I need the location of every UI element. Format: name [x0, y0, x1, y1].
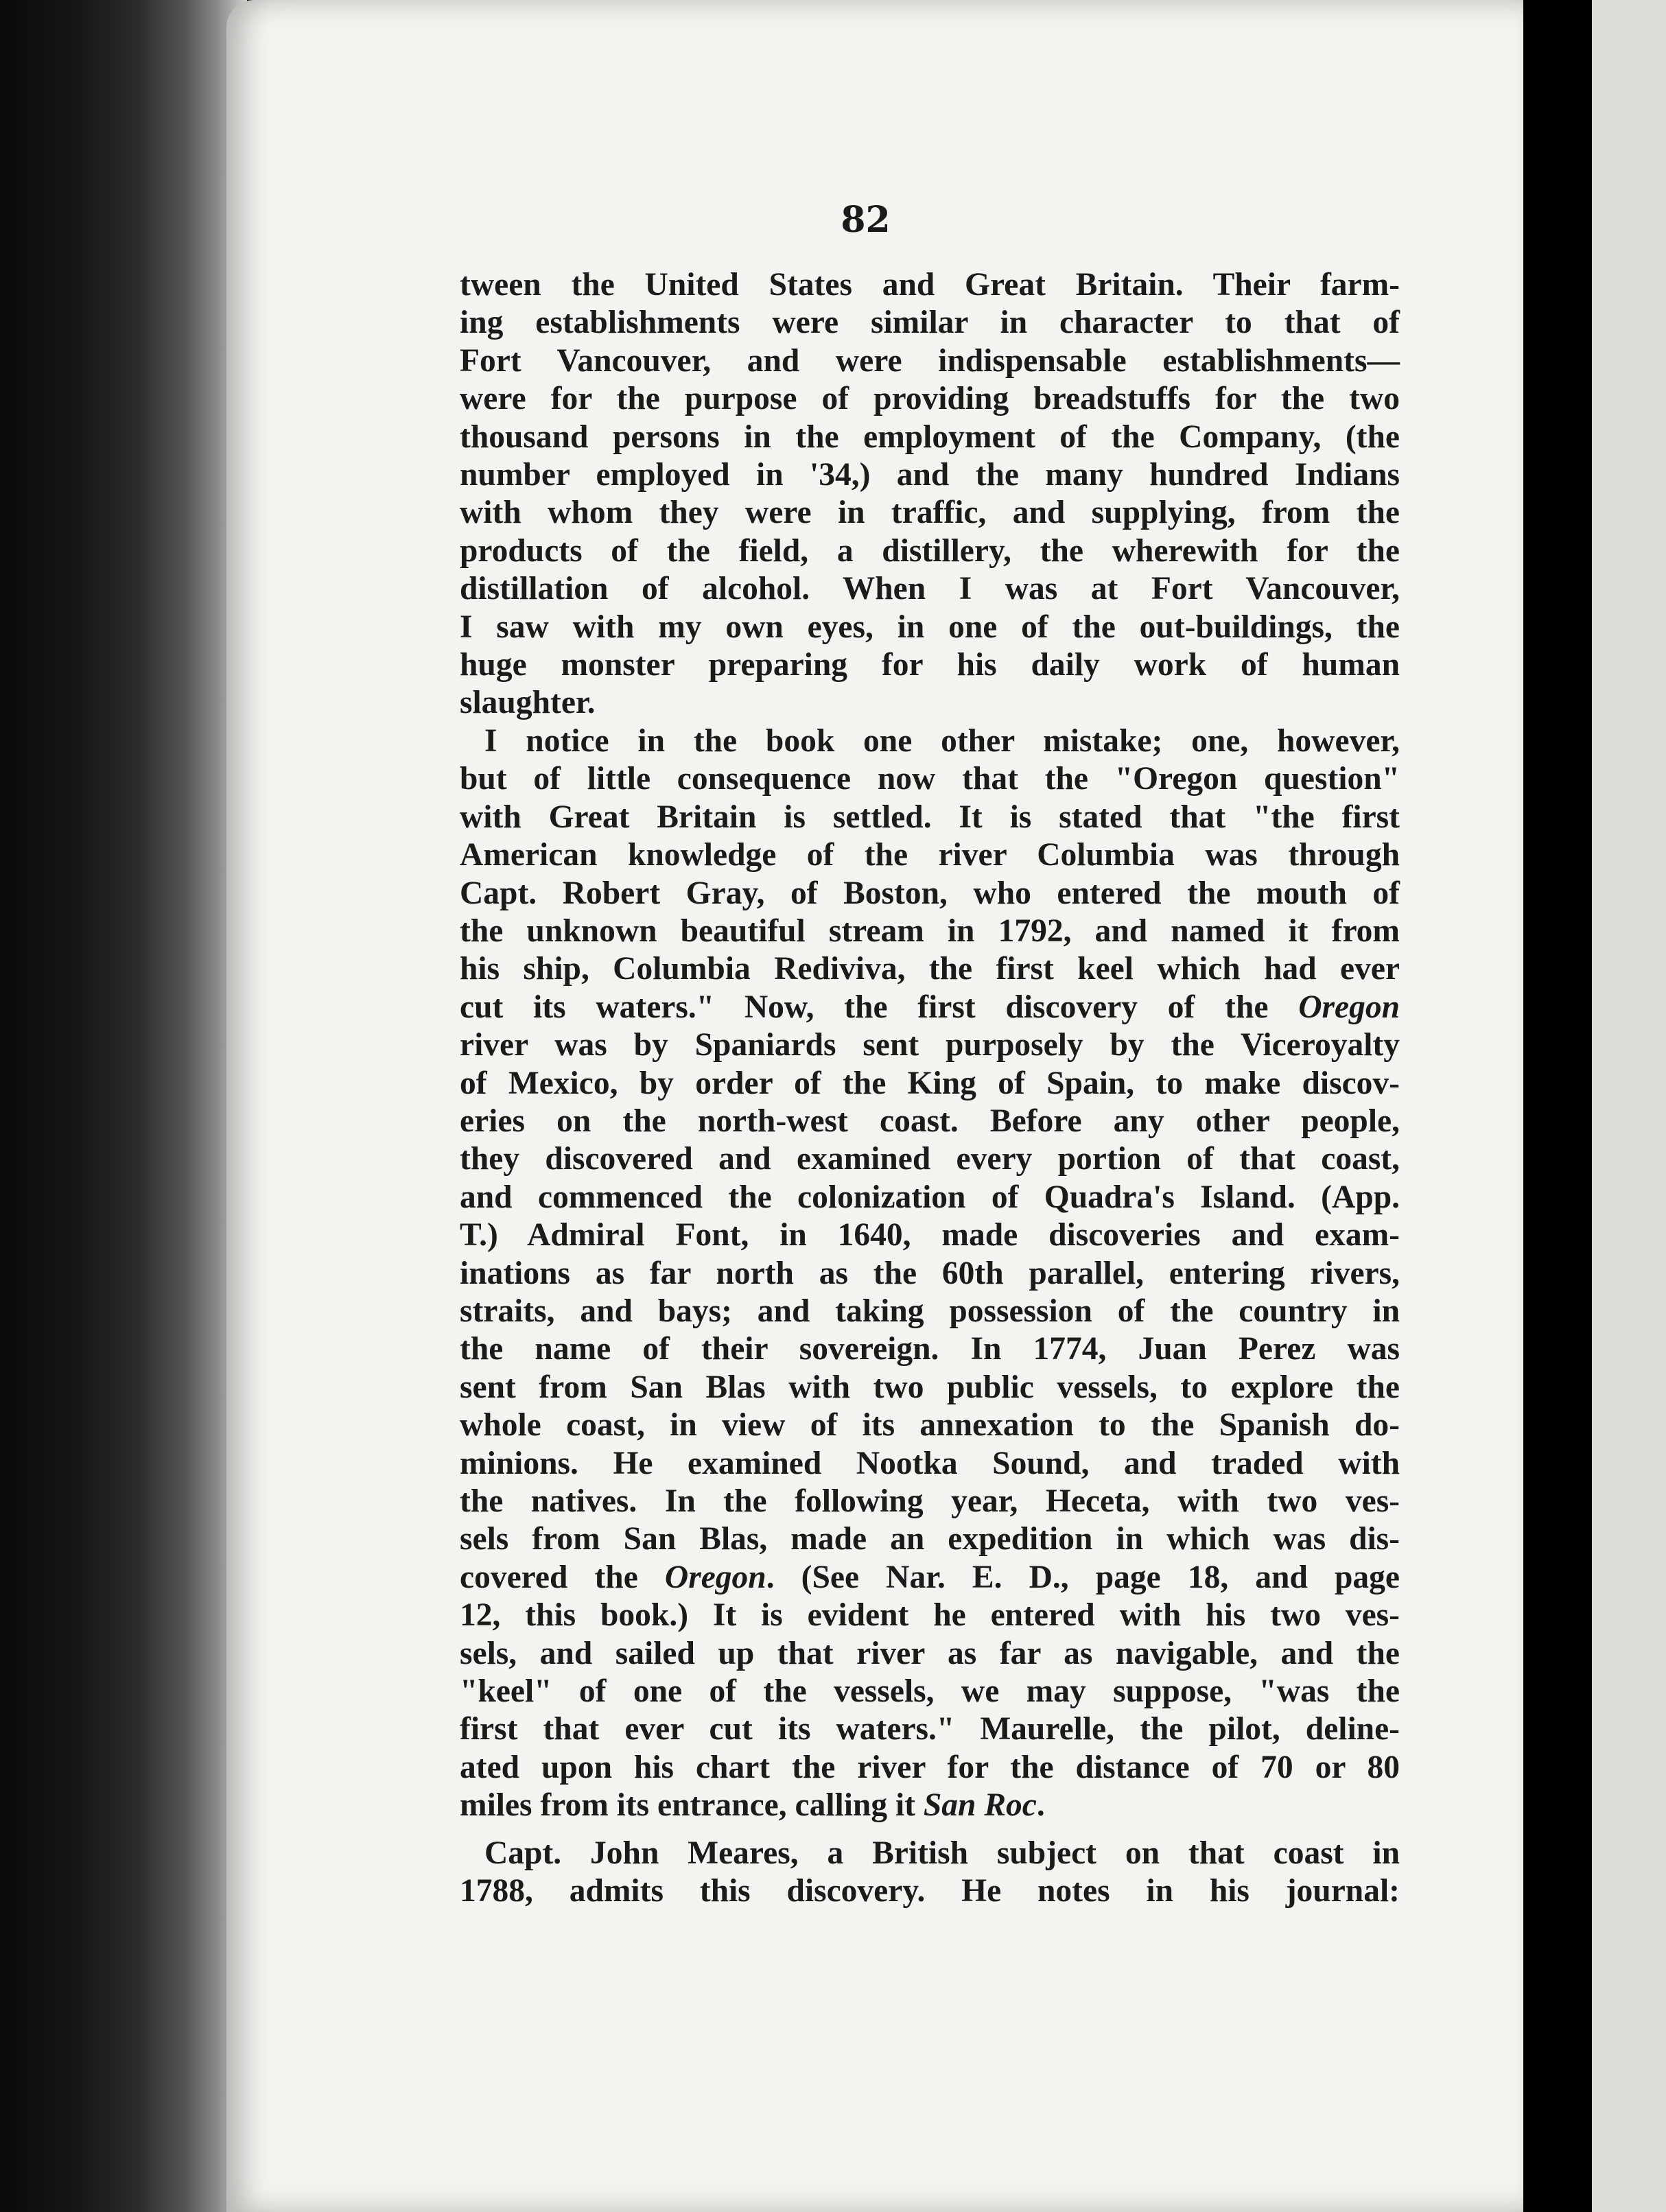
text-line: 1788, admits this discovery. He notes in his journal:	[460, 1873, 1400, 1909]
text-line: tween the United States and Great Britain. Their farm-	[460, 267, 1400, 303]
text-line: 12, this book.) It is evident he entered with his two ves-	[460, 1597, 1400, 1634]
text-line: I saw with my own eyes, in one of the out-buildings, the	[460, 609, 1400, 645]
text-line: number employed in '34,) and the many hundred Indians	[460, 457, 1400, 493]
text-line: first that ever cut its waters." Maurelle, the pilot, deline-	[460, 1711, 1400, 1748]
text-line: cut its waters." Now, the first discovery of the Oregon	[460, 989, 1400, 1025]
text-line: miles from its entrance, calling it San Roc.	[460, 1787, 1045, 1824]
text-line: the unknown beautiful stream in 1792, and named it from	[460, 913, 1400, 949]
text-line: with Great Britain is settled. It is stated that "the first	[460, 799, 1400, 835]
text-line: I notice in the book one other mistake; one, however,	[484, 722, 1400, 759]
text-line: the name of their sovereign. In 1774, Juan Perez was	[460, 1331, 1400, 1367]
text-line: sels from San Blas, made an expedition in which was dis-	[460, 1521, 1400, 1557]
text-line: eries on the north-west coast. Before any other people,	[460, 1103, 1400, 1139]
text-line: products of the field, a distillery, the wherewith for the	[460, 532, 1400, 569]
text-line: ing establishments were similar in character to that of	[460, 305, 1400, 341]
text-line: covered the Oregon. (See Nar. E. D., page 18, and page	[460, 1559, 1400, 1595]
next-page-edge	[1592, 0, 1666, 2212]
text-line: minions. He examined Nootka Sound, and traded with	[460, 1445, 1400, 1481]
text-line: sels, and sailed up that river as far as navigable, and the	[460, 1635, 1400, 1671]
text-line: thousand persons in the employment of the Company, (the	[460, 419, 1400, 455]
text-line: sent from San Blas with two public vessels, to explore the	[460, 1369, 1400, 1405]
text-line: they discovered and examined every portion of that coast,	[460, 1141, 1400, 1177]
text-line: but of little consequence now that the "Oregon question"	[460, 761, 1400, 797]
text-line: "keel" of one of the vessels, we may suppose, "was the	[460, 1673, 1400, 1710]
paragraph-spacer	[460, 1825, 1400, 1835]
paragraph-2	[460, 722, 1400, 1825]
paragraph-3	[460, 1835, 1400, 1911]
text-line: Capt. Robert Gray, of Boston, who entered the mouth of	[460, 875, 1400, 911]
text-line: Capt. John Meares, a British subject on that coast in	[484, 1835, 1400, 1871]
text-line: whole coast, in view of its annexation to the Spanish do-	[460, 1407, 1400, 1444]
text-line: huge monster preparing for his daily work of human	[460, 647, 1400, 683]
text-line: and commenced the colonization of Quadra's Island. (App.	[460, 1179, 1400, 1215]
body-text	[460, 266, 1400, 1910]
text-line: American knowledge of the river Columbia was through	[460, 837, 1400, 873]
page-number: 82	[841, 199, 891, 241]
text-line: the natives. In the following year, Heceta, with two ves-	[460, 1483, 1400, 1519]
paragraph-1	[460, 266, 1400, 722]
text-line: straits, and bays; and taking possession of the country in	[460, 1293, 1400, 1329]
text-line: with whom they were in traffic, and supplying, from the	[460, 495, 1400, 531]
text-line: were for the purpose of providing breadstuffs for the two	[460, 381, 1400, 417]
text-line: distillation of alcohol. When I was at Fort Vancouver,	[460, 571, 1400, 607]
text-line: inations as far north as the 60th parallel, entering rivers,	[460, 1255, 1400, 1291]
text-line: his ship, Columbia Rediviva, the first keel which had ever	[460, 951, 1400, 987]
text-line: river was by Spaniards sent purposely by the Viceroyalty	[460, 1027, 1400, 1063]
book-binding-edge	[0, 0, 247, 2212]
text-line: ated upon his chart the river for the distance of 70 or 80	[460, 1749, 1400, 1785]
text-line: T.) Admiral Font, in 1640, made discoveries and exam-	[460, 1217, 1400, 1254]
text-line: slaughter.	[460, 685, 596, 721]
text-line: of Mexico, by order of the King of Spain, to make discov-	[460, 1065, 1400, 1101]
text-line: Fort Vancouver, and were indispensable establishments—	[460, 342, 1400, 379]
